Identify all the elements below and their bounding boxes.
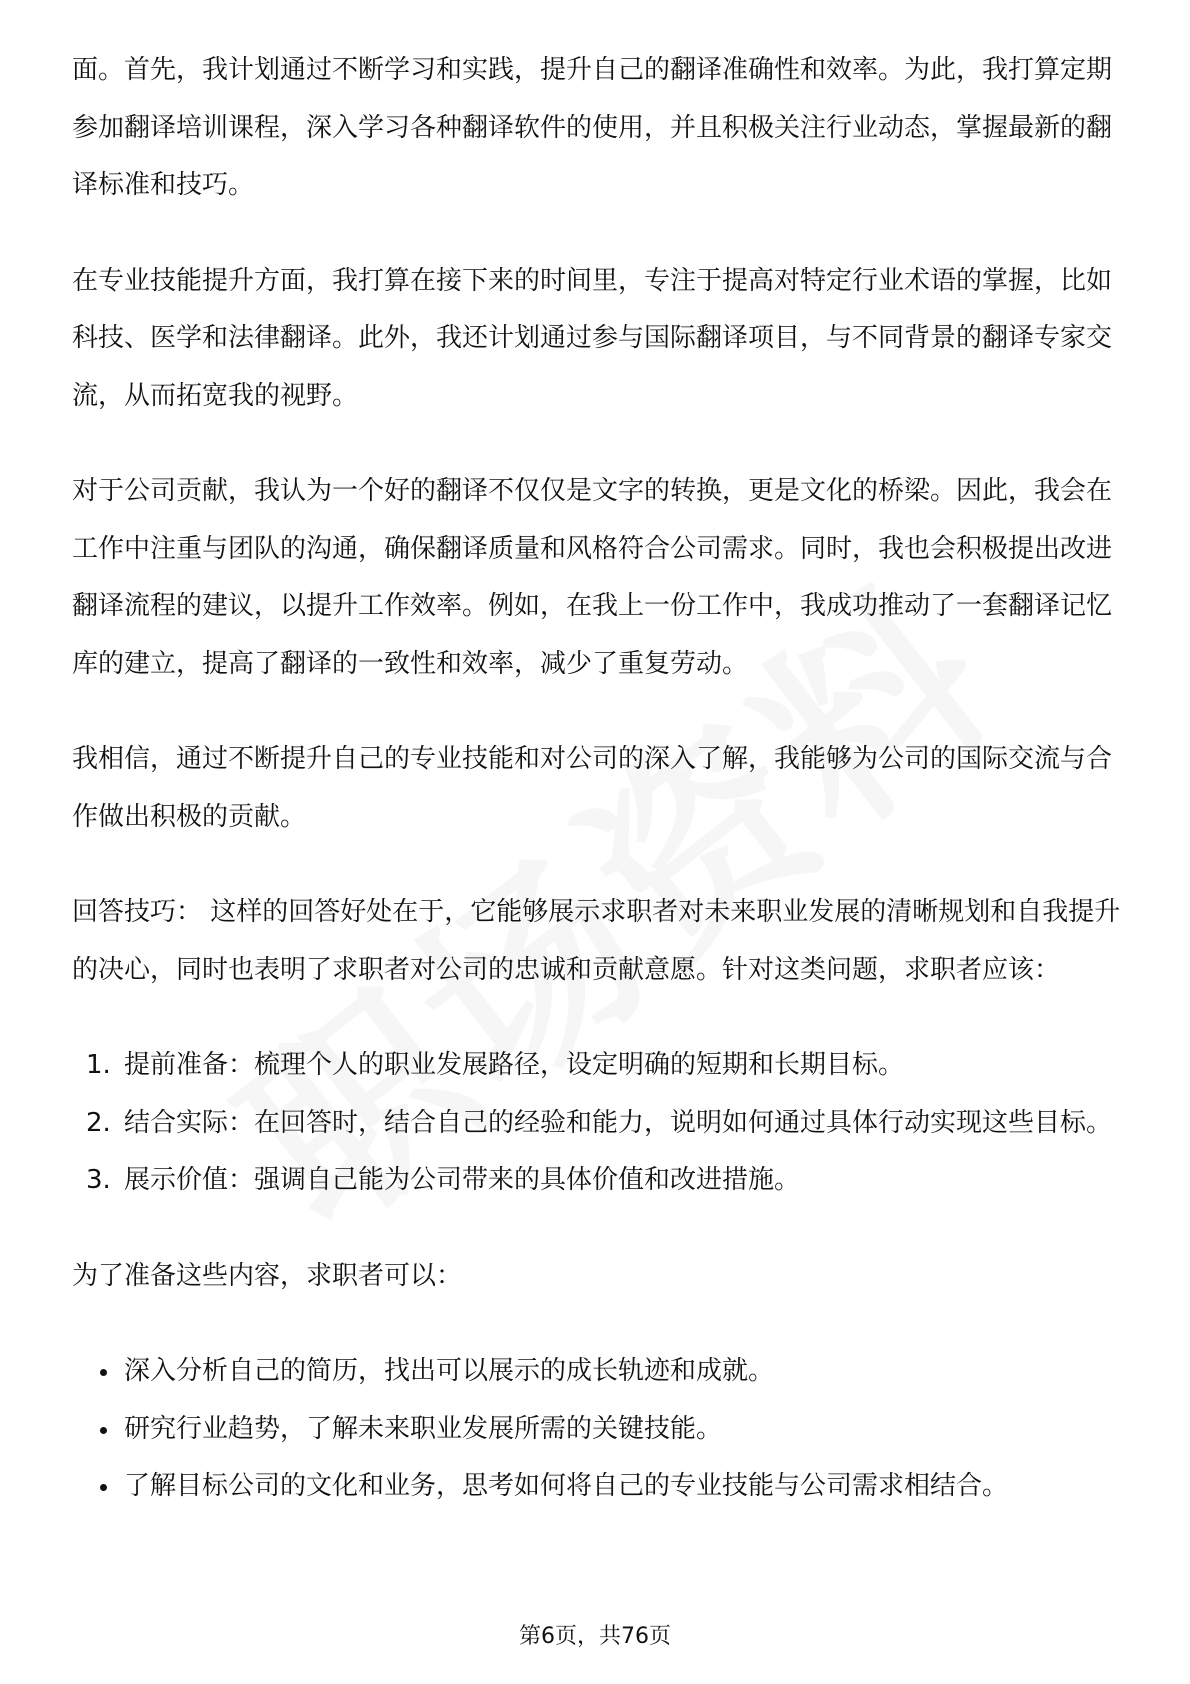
list-item-text: 展示价值：强调自己能为公司带来的具体价值和改进措施。	[124, 1165, 801, 1195]
numbered-list	[72, 1037, 1122, 1210]
paragraph-3: 对于公司贡献，我认为一个好的翻译不仅仅是文字的转换，更是文化的桥梁。因此，我会在工作中注重与团队的沟通，确保翻译质量和风格符合公司需求。同时，我也会积极提出改进翻译流程的建议，以提升工作效率。例如，在我上一份工作中，我成功推动了一套翻译记忆库的建立，提高了翻译的一致性和效率，减少了重复劳动。	[72, 476, 1113, 679]
bullet-icon	[100, 1484, 107, 1491]
document-body	[72, 42, 1122, 1554]
list-item-text: 提前准备：梳理个人的职业发展路径，设定明确的短期和长期目标。	[124, 1050, 905, 1080]
list-item-text: 了解目标公司的文化和业务，思考如何将自己的专业技能与公司需求相结合。	[124, 1471, 1009, 1501]
list-number: 2.	[86, 1107, 111, 1138]
bullet-icon	[100, 1369, 107, 1376]
bullet-list	[72, 1343, 1122, 1516]
prep-intro: 为了准备这些内容，求职者可以：	[72, 1260, 463, 1291]
list-item	[72, 1037, 1122, 1095]
list-item-text: 研究行业趋势，了解未来职业发展所需的关键技能。	[124, 1413, 723, 1444]
list-item-text: 深入分析自己的简历，找出可以展示的成长轨迹和成就。	[124, 1356, 775, 1386]
list-number: 1.	[86, 1050, 111, 1080]
list-item	[72, 1152, 1122, 1210]
paragraph-2: 在专业技能提升方面，我打算在接下来的时间里，专注于提高对特定行业术语的掌握，比如科技、医学和法律翻译。此外，我还计划通过参与国际翻译项目，与不同背景的翻译专家交流，从而拓宽我的视野。	[72, 265, 1113, 411]
bullet-icon	[100, 1427, 107, 1434]
page-number: 第6页，共76页	[519, 1624, 671, 1649]
paragraph-4: 我相信，通过不断提升自己的专业技能和对公司的深入了解，我能够为公司的国际交流与合作做出积极的贡献。	[72, 744, 1113, 832]
paragraph-1: 面。首先，我计划通过不断学习和实践，提升自己的翻译准确性和效率。为此，我打算定期参加翻译培训课程，深入学习各种翻译软件的使用，并且积极关注行业动态，掌握最新的翻译标准和技巧。	[72, 55, 1113, 200]
list-item	[72, 1095, 1122, 1153]
list-number: 3.	[86, 1165, 111, 1195]
list-item	[72, 1458, 1122, 1516]
list-item	[72, 1401, 1122, 1459]
answer-tips-paragraph: 回答技巧： 这样的回答好处在于，它能够展示求职者对未来职业发展的清晰规划和自我提升的决心，同时也表明了求职者对公司的忠诚和贡献意愿。针对这类问题，求职者应该：	[72, 897, 1121, 985]
list-item	[72, 1343, 1122, 1401]
list-item-text: 结合实际：在回答时，结合自己的经验和能力，说明如何通过具体行动实现这些目标。	[124, 1107, 1113, 1138]
